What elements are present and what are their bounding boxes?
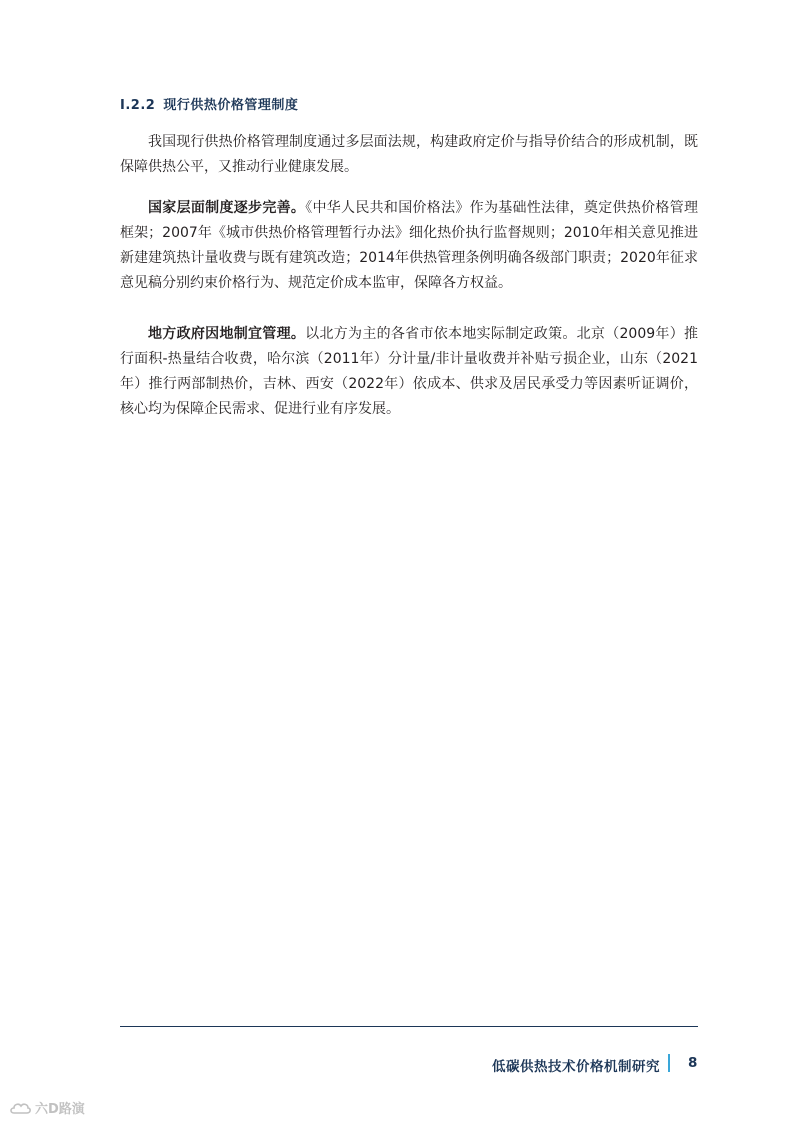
section-heading — [120, 94, 298, 113]
local-policy-paragraph — [120, 322, 698, 422]
section-number: I.2.2 — [120, 98, 156, 113]
national-policy-paragraph — [120, 196, 698, 296]
intro-paragraph-text: 我国现行供热价格管理制度通过多层面法规，构建政府定价与指导价结合的形成机制，既保障供热公平，又推动行业健康发展。 — [120, 134, 698, 175]
national-policy-text: 《中华人民共和国价格法》作为基础性法律，奠定供热价格管理框架；2007年《城市供热价格管理暂行办法》细化热价执行监督规则；2010年相关意见推进新建建筑热计量收费与既有建筑改造；2014年供热管理条例明确各级部门职责；2020年征求意见稿分别约束价格行为、规范定价成本监审，保障各方权益。 — [120, 200, 699, 291]
footer-divider — [120, 1026, 698, 1027]
page-number: 8 — [688, 1055, 698, 1071]
watermark-text: 六D路演 — [35, 1102, 85, 1117]
footer-separator — [668, 1054, 670, 1072]
local-policy-lead: 地方政府因地制宜管理。 — [148, 326, 306, 342]
cloud-logo-icon — [8, 1099, 32, 1117]
section-title: 现行供热价格管理制度 — [163, 98, 299, 113]
national-policy-lead: 国家层面制度逐步完善。 — [148, 200, 306, 216]
footer-report-title: 低碳供热技术价格机制研究 — [492, 1059, 660, 1075]
watermark — [8, 1098, 85, 1117]
intro-paragraph — [120, 130, 698, 180]
local-policy-text: 以北方为主的各省市依本地实际制定政策。北京（2009年）推行面积-热量结合收费，哈尔滨（2011年）分计量/非计量收费并补贴亏损企业，山东（2021年）推行两部制热价，吉林、西安（2022年）依成本、供求及居民承受力等因素听证调价，核心均为保障企民需求、促进行业有序发展。 — [120, 326, 698, 417]
